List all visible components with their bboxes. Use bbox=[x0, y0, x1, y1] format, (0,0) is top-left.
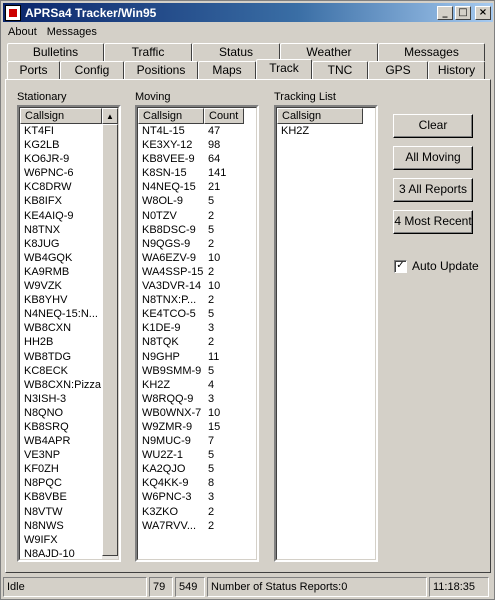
stationary-cell: N8PQC bbox=[24, 477, 62, 490]
stationary-cell: KB8IFX bbox=[24, 195, 62, 208]
menu-messages[interactable]: Messages bbox=[46, 26, 97, 38]
moving-header[interactable] bbox=[138, 108, 256, 124]
moving-cell: 98 bbox=[208, 139, 221, 152]
window-title: APRSa4 Tracker/Win95 bbox=[25, 5, 157, 20]
moving-cell: 3 bbox=[208, 491, 215, 504]
stationary-cell: HH2B bbox=[24, 336, 54, 349]
stationary-cell: N8AJD-10 bbox=[24, 547, 75, 560]
moving-row[interactable] bbox=[138, 124, 256, 138]
stationary-cell: WB8CXN bbox=[24, 322, 72, 335]
stationary-cell: N8TNX bbox=[24, 223, 61, 236]
status-count-2: 549 bbox=[175, 577, 205, 597]
moving-cell: N8TQK bbox=[142, 336, 179, 349]
moving-row[interactable] bbox=[138, 321, 256, 335]
maximize-button[interactable]: □ bbox=[455, 6, 471, 20]
moving-cell: 5 bbox=[208, 195, 215, 208]
tab-row-bottom bbox=[7, 61, 485, 79]
stationary-row[interactable] bbox=[20, 392, 102, 406]
tab-gps[interactable]: GPS bbox=[368, 61, 428, 79]
stationary-header[interactable] bbox=[20, 108, 102, 124]
close-button[interactable]: × bbox=[475, 6, 491, 20]
stationary-row[interactable] bbox=[20, 476, 102, 490]
stationary-cell: WB4APR bbox=[24, 435, 71, 448]
stationary-row[interactable] bbox=[20, 505, 102, 519]
stationary-cell: KF0ZH bbox=[24, 463, 59, 476]
moving-cell: WB9SMM-9 bbox=[142, 364, 202, 377]
status-count-1: 79 bbox=[149, 577, 173, 597]
stationary-cell: W9IFX bbox=[24, 533, 58, 546]
title-bar[interactable] bbox=[3, 3, 493, 22]
stationary-rows bbox=[20, 124, 102, 561]
tracking-listbox[interactable] bbox=[274, 105, 378, 562]
stationary-cell: KB8SRQ bbox=[24, 420, 69, 433]
moving-row[interactable] bbox=[138, 237, 256, 251]
stationary-row[interactable] bbox=[20, 138, 102, 152]
stationary-cell: KE4AIQ-9 bbox=[24, 209, 74, 222]
moving-cell: 64 bbox=[208, 153, 221, 166]
moving-cell: WU2Z-1 bbox=[142, 449, 183, 462]
moving-cell: KB8DSC-9 bbox=[142, 223, 196, 236]
status-state: Idle bbox=[3, 577, 147, 597]
tracking-row[interactable] bbox=[277, 124, 375, 138]
moving-cell: KB8VEE-9 bbox=[142, 153, 195, 166]
tab-traffic[interactable]: Traffic bbox=[104, 43, 192, 61]
moving-count-header[interactable]: Count bbox=[204, 108, 244, 124]
most-recent-button[interactable]: 4 Most Recent bbox=[393, 210, 473, 234]
stationary-cell: KA9RMB bbox=[24, 265, 70, 278]
moving-row[interactable] bbox=[138, 152, 256, 166]
stationary-cell: N8VTW bbox=[24, 505, 63, 518]
stationary-row[interactable] bbox=[20, 237, 102, 251]
stationary-row[interactable] bbox=[20, 406, 102, 420]
moving-cell: 4 bbox=[208, 378, 215, 391]
moving-cell: 10 bbox=[208, 406, 221, 419]
stationary-cell: N8QNO bbox=[24, 406, 64, 419]
stationary-cell: N3ISH-3 bbox=[24, 392, 67, 405]
tab-tnc[interactable]: TNC bbox=[312, 61, 368, 79]
stationary-row[interactable] bbox=[20, 519, 102, 533]
stationary-cell: N4NEQ-15:N... bbox=[24, 308, 98, 321]
moving-cell: 2 bbox=[208, 519, 215, 532]
moving-row[interactable] bbox=[138, 448, 256, 462]
moving-row[interactable] bbox=[138, 378, 256, 392]
stationary-scrollbar[interactable] bbox=[102, 108, 118, 559]
clear-button[interactable]: Clear bbox=[393, 114, 473, 138]
stationary-label: Stationary bbox=[17, 91, 67, 103]
moving-cell: WA7RVV... bbox=[142, 519, 197, 532]
stationary-row[interactable] bbox=[20, 462, 102, 476]
moving-cell: KE4TCO-5 bbox=[142, 308, 196, 321]
stationary-row[interactable] bbox=[20, 124, 102, 138]
moving-cell: W8OL-9 bbox=[142, 195, 183, 208]
stationary-row[interactable] bbox=[20, 265, 102, 279]
moving-cell: 10 bbox=[208, 251, 221, 264]
moving-cell: 2 bbox=[208, 265, 215, 278]
stationary-cell: KT4FI bbox=[24, 125, 54, 137]
stationary-row[interactable] bbox=[20, 335, 102, 349]
all-moving-button[interactable]: All Moving bbox=[393, 146, 473, 170]
auto-update-label: Auto Update bbox=[412, 259, 479, 273]
stationary-row[interactable] bbox=[20, 364, 102, 378]
stationary-row[interactable] bbox=[20, 307, 102, 321]
tab-maps[interactable]: Maps bbox=[198, 61, 256, 79]
tab-positions[interactable]: Positions bbox=[124, 61, 198, 79]
stationary-row[interactable] bbox=[20, 223, 102, 237]
moving-cell: N8TNX:P... bbox=[142, 294, 197, 307]
stationary-row[interactable] bbox=[20, 378, 102, 392]
moving-row[interactable] bbox=[138, 180, 256, 194]
moving-listbox[interactable] bbox=[135, 105, 259, 562]
moving-cell: 2 bbox=[208, 505, 215, 518]
moving-cell: N4NEQ-15 bbox=[142, 181, 196, 194]
tracking-label: Tracking List bbox=[274, 91, 336, 103]
stationary-row[interactable] bbox=[20, 434, 102, 448]
moving-cell: N9QGS-9 bbox=[142, 237, 191, 250]
auto-update-checkbox[interactable]: ✓ bbox=[394, 260, 407, 273]
app-icon bbox=[5, 5, 21, 21]
stationary-cell: KG2LB bbox=[24, 139, 60, 152]
stationary-cell: VE3NP bbox=[24, 449, 61, 462]
moving-row[interactable] bbox=[138, 265, 256, 279]
tab-config[interactable]: Config bbox=[60, 61, 124, 79]
moving-cell: W8RQQ-9 bbox=[142, 392, 194, 405]
moving-cell: 11 bbox=[208, 350, 220, 363]
stationary-row[interactable] bbox=[20, 533, 102, 547]
moving-cell: KH2Z bbox=[142, 378, 171, 391]
stationary-cell: W6PNC-6 bbox=[24, 167, 74, 180]
stationary-listbox[interactable] bbox=[17, 105, 121, 562]
moving-cell: N0TZV bbox=[142, 209, 177, 222]
moving-cell: 8 bbox=[208, 477, 215, 490]
stationary-row[interactable] bbox=[20, 251, 102, 265]
status-bar bbox=[3, 577, 493, 597]
auto-update-option[interactable] bbox=[394, 259, 479, 273]
tab-messages[interactable]: Messages bbox=[378, 43, 485, 61]
stationary-cell: N8NWS bbox=[24, 519, 64, 532]
moving-row[interactable] bbox=[138, 335, 256, 349]
stationary-cell: KC8DRW bbox=[24, 181, 72, 194]
moving-row[interactable] bbox=[138, 138, 256, 152]
stationary-row[interactable] bbox=[20, 152, 102, 166]
stationary-cell: KC8ECK bbox=[24, 364, 69, 377]
moving-row[interactable] bbox=[138, 505, 256, 519]
moving-row[interactable] bbox=[138, 223, 256, 237]
stationary-row[interactable] bbox=[20, 448, 102, 462]
tracking-header[interactable] bbox=[277, 108, 375, 124]
scroll-thumb[interactable] bbox=[102, 124, 118, 556]
stationary-cell: WB8CXN:Pizza bbox=[24, 378, 102, 391]
stationary-row[interactable] bbox=[20, 166, 102, 180]
tab-bulletins[interactable]: Bulletins bbox=[7, 43, 104, 61]
stationary-cell: WB8TDG bbox=[24, 350, 72, 363]
menu-bar bbox=[3, 23, 102, 41]
stationary-row[interactable] bbox=[20, 350, 102, 364]
tab-row-top bbox=[7, 43, 485, 61]
stationary-row[interactable] bbox=[20, 279, 102, 293]
stationary-row[interactable] bbox=[20, 547, 102, 561]
moving-row[interactable] bbox=[138, 350, 256, 364]
stationary-cell: WB4GQK bbox=[24, 251, 73, 264]
moving-row[interactable] bbox=[138, 279, 256, 293]
moving-cell: K1DE-9 bbox=[142, 322, 181, 335]
moving-rows bbox=[138, 124, 256, 533]
moving-row[interactable] bbox=[138, 194, 256, 208]
tab-ports[interactable]: Ports bbox=[7, 61, 60, 79]
moving-cell: WA6EZV-9 bbox=[142, 251, 196, 264]
stationary-row[interactable] bbox=[20, 321, 102, 335]
moving-cell: NT4L-15 bbox=[142, 125, 185, 137]
moving-cell: WA4SSP-15 bbox=[142, 265, 204, 278]
moving-cell: 47 bbox=[208, 125, 221, 137]
stationary-cell: W9VZK bbox=[24, 280, 62, 293]
moving-row[interactable] bbox=[138, 307, 256, 321]
moving-cell: KQ4KK-9 bbox=[142, 477, 189, 490]
moving-cell: 7 bbox=[208, 435, 215, 448]
moving-cell: 2 bbox=[208, 237, 215, 250]
moving-cell: 5 bbox=[208, 463, 215, 476]
moving-cell: K8SN-15 bbox=[142, 167, 187, 180]
moving-cell: K3ZKO bbox=[142, 505, 179, 518]
moving-cell: 10 bbox=[208, 280, 221, 293]
moving-row[interactable] bbox=[138, 420, 256, 434]
moving-row[interactable] bbox=[138, 293, 256, 307]
scroll-up-arrow-icon[interactable]: ▲ bbox=[102, 108, 118, 124]
tab-history[interactable]: History bbox=[428, 61, 485, 79]
moving-row[interactable] bbox=[138, 490, 256, 504]
stationary-cell: KB8YHV bbox=[24, 294, 68, 307]
moving-row[interactable] bbox=[138, 462, 256, 476]
stationary-cell: KO6JR-9 bbox=[24, 153, 70, 166]
moving-cell: KE3XY-12 bbox=[142, 139, 193, 152]
moving-row[interactable] bbox=[138, 364, 256, 378]
moving-cell: 3 bbox=[208, 322, 215, 335]
moving-row[interactable] bbox=[138, 434, 256, 448]
moving-cell: N9GHP bbox=[142, 350, 180, 363]
status-time: 11:18:35 bbox=[429, 577, 489, 597]
moving-cell: 5 bbox=[208, 308, 215, 321]
all-reports-button[interactable]: 3 All Reports bbox=[393, 178, 473, 202]
moving-row[interactable] bbox=[138, 166, 256, 180]
moving-row[interactable] bbox=[138, 209, 256, 223]
moving-cell: 5 bbox=[208, 364, 215, 377]
moving-cell: 2 bbox=[208, 209, 215, 222]
stationary-cell: KB8VBE bbox=[24, 491, 67, 504]
moving-cell: 3 bbox=[208, 392, 215, 405]
moving-cell: 2 bbox=[208, 336, 215, 349]
stationary-row[interactable] bbox=[20, 490, 102, 504]
moving-cell: 5 bbox=[208, 223, 215, 236]
stationary-row[interactable] bbox=[20, 420, 102, 434]
tab-weather[interactable]: Weather bbox=[280, 43, 378, 61]
tracking-cell: KH2Z bbox=[281, 125, 310, 137]
moving-row[interactable] bbox=[138, 251, 256, 265]
moving-cell: 21 bbox=[208, 181, 221, 194]
tracking-rows bbox=[277, 124, 375, 138]
tab-status[interactable]: Status bbox=[192, 43, 280, 61]
moving-cell: W6PNC-3 bbox=[142, 491, 192, 504]
moving-label: Moving bbox=[135, 91, 171, 103]
moving-row[interactable] bbox=[138, 392, 256, 406]
status-message: Number of Status Reports:0 bbox=[207, 577, 427, 597]
moving-callsign-header[interactable]: Callsign bbox=[138, 108, 204, 124]
stationary-row[interactable] bbox=[20, 180, 102, 194]
stationary-row[interactable] bbox=[20, 194, 102, 208]
menu-about[interactable]: About bbox=[8, 26, 37, 38]
moving-cell: 5 bbox=[208, 449, 215, 462]
stationary-cell: K8JUG bbox=[24, 237, 60, 250]
stationary-callsign-header[interactable]: Callsign bbox=[20, 108, 102, 124]
moving-row[interactable] bbox=[138, 476, 256, 490]
moving-cell: VA3DVR-14 bbox=[142, 280, 202, 293]
moving-row[interactable] bbox=[138, 406, 256, 420]
moving-cell: 141 bbox=[208, 167, 227, 180]
stationary-row[interactable] bbox=[20, 293, 102, 307]
moving-cell: WB0WNX-7 bbox=[142, 406, 202, 419]
moving-cell: KA2QJO bbox=[142, 463, 186, 476]
minimize-button[interactable]: _ bbox=[437, 6, 453, 20]
stationary-row[interactable] bbox=[20, 209, 102, 223]
moving-cell: N9MUC-9 bbox=[142, 435, 191, 448]
moving-cell: 15 bbox=[208, 420, 221, 433]
moving-cell: W9ZMR-9 bbox=[142, 420, 193, 433]
tracking-callsign-header[interactable]: Callsign bbox=[277, 108, 363, 124]
moving-row[interactable] bbox=[138, 519, 256, 533]
tab-track[interactable]: Track bbox=[256, 59, 312, 79]
moving-cell: 2 bbox=[208, 294, 215, 307]
